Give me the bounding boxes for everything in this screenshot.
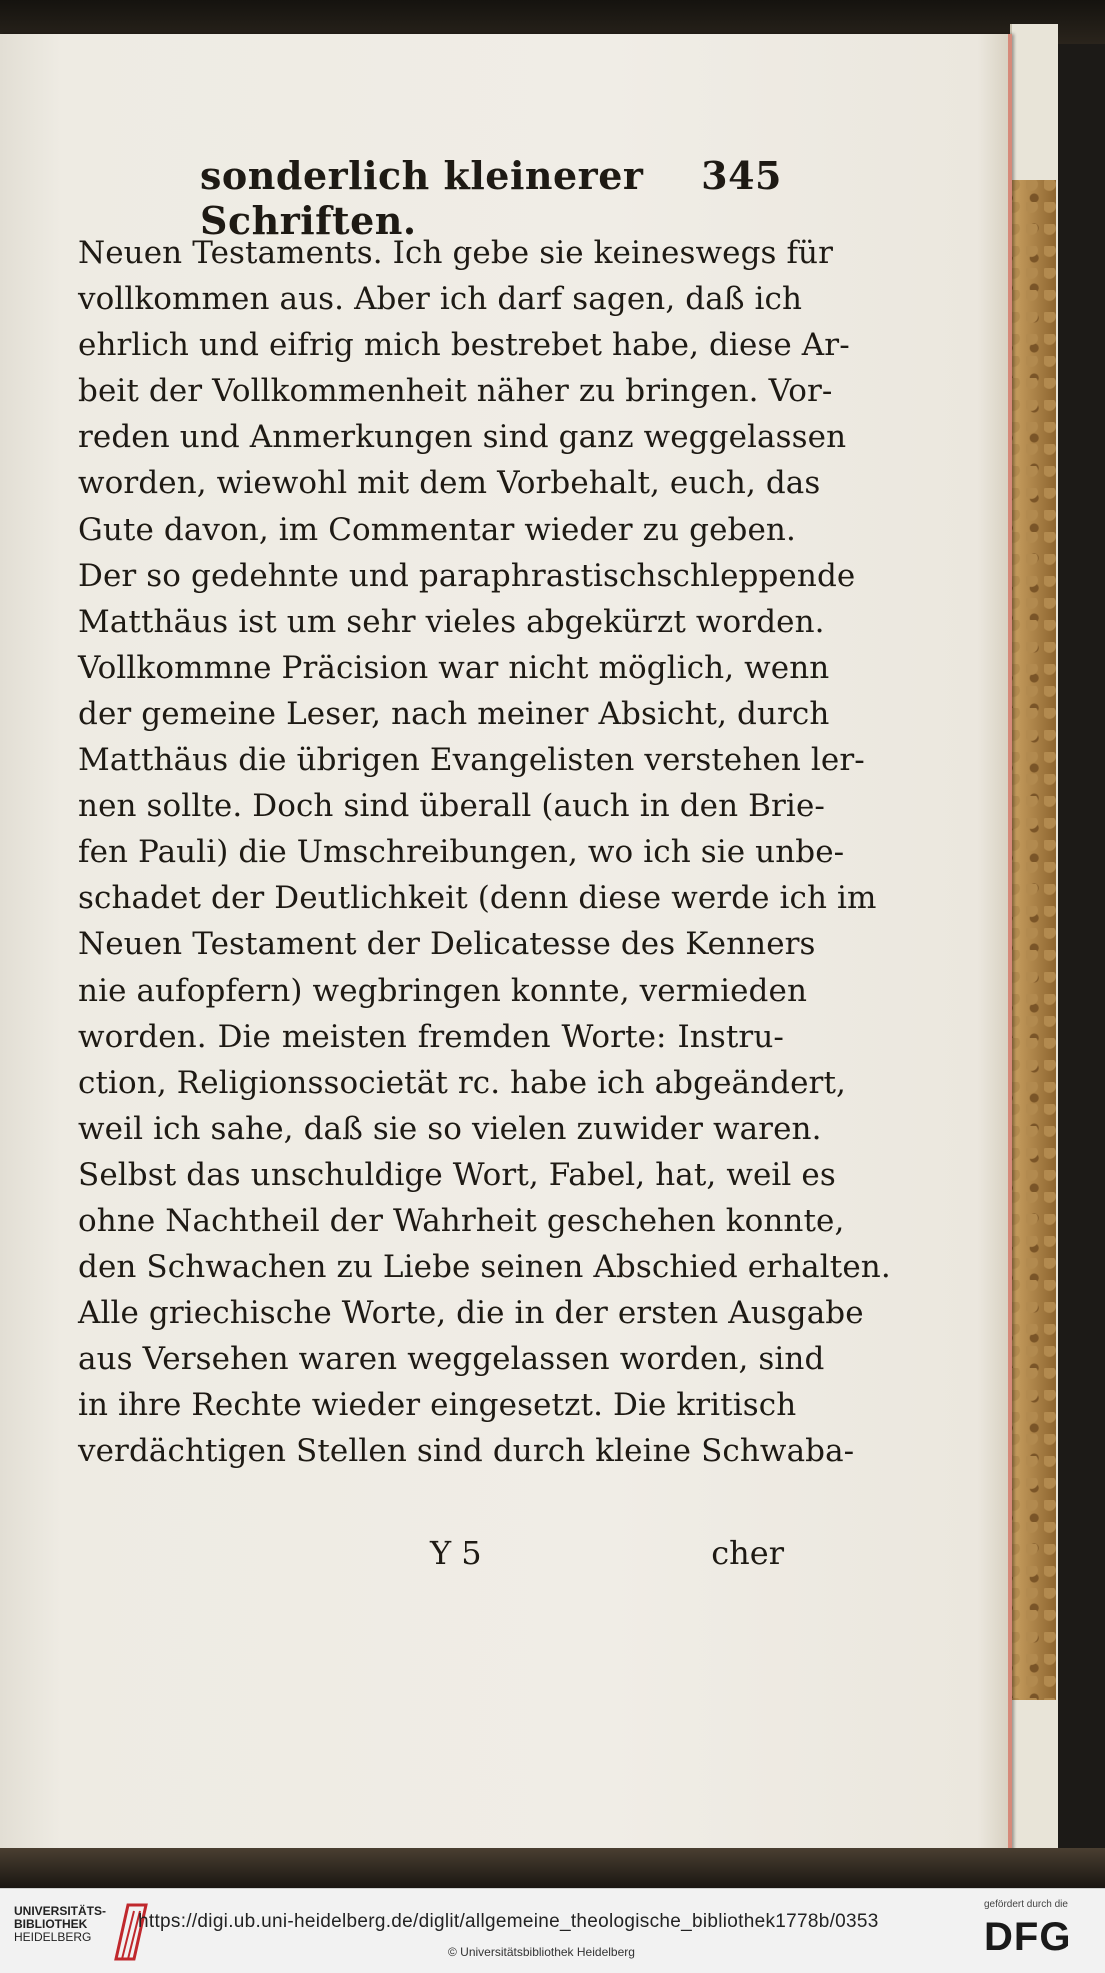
viewer-footer-bar [0,1888,1105,1973]
text-line: vollkommen aus. Aber ich darf sagen, daß ich [78,281,803,318]
signature-mark: Y 5 [430,1534,482,1572]
text-line: worden. Die meisten fremden Worte: Instru- [78,1018,784,1055]
page-body-text [78,230,891,1475]
library-city-line: HEIDELBERG [14,1930,92,1944]
text-line: Vollkommne Präcision war nicht möglich, wenn [78,649,830,686]
text-line: ehrlich und eifrig mich bestrebet habe, diese Ar- [78,327,850,364]
text-line: beit der Vollkommenheit näher zu bringen. Vor- [78,373,833,410]
text-line: verdächtigen Stellen sind durch kleine Schwaba- [78,1433,855,1470]
text-line: in ihre Rechte wieder eingesetzt. Die kritisch [78,1387,797,1424]
text-line: Matthäus ist um sehr vieles abgekürzt worden. [78,603,825,640]
text-line: weil ich sahe, daß sie so vielen zuwider waren. [78,1110,822,1147]
text-line: ohne Nachtheil der Wahrheit geschehen konnte, [78,1202,845,1239]
running-header [200,153,782,243]
text-line: nie aufopfern) wegbringen konnte, vermieden [78,972,808,1009]
copyright-notice: © Universitätsbibliothek Heidelberg [448,1945,635,1959]
text-line: reden und Anmerkungen sind ganz weggelassen [78,419,847,456]
text-line: Neuen Testament der Delicatesse des Kenners [78,926,816,963]
library-name-line: UNIVERSITÄTS- [14,1904,107,1918]
catchword: cher [711,1534,784,1572]
text-line: Neuen Testaments. Ich gebe sie keineswegs für [78,235,834,271]
text-line: schadet der Deutlichkeit (denn diese werde ich im [78,880,877,917]
text-line: fen Pauli) die Umschreibungen, wo ich sie unbe- [78,834,845,871]
text-line: ction, Religionssocietät rc. habe ich abgeändert, [78,1064,846,1101]
scan-bottom-edge [0,1848,1105,1888]
text-line: den Schwachen zu Liebe seinen Abschied erhalten. [78,1249,891,1286]
page-footer-line [420,1534,784,1584]
library-logo-text[interactable] [14,1905,106,1944]
text-line: worden, wiewohl mit dem Vorbehalt, euch, das [78,465,821,502]
text-line: aus Versehen waren weggelassen worden, sind [78,1341,825,1378]
text-line: der gemeine Leser, nach meiner Absicht, durch [78,695,830,732]
text-line: Der so gedehnte und paraphrastischschleppende [78,557,856,594]
permalink-url[interactable]: https://digi.ub.uni-heidelberg.de/diglit/allgemeine_theologische_bibliothek1778b/0353 [138,1911,879,1932]
text-line: Selbst das unschuldige Wort, Fabel, hat, weil es [78,1156,836,1193]
library-name-line: BIBLIOTHEK [14,1917,88,1931]
running-head-title: sonderlich kleinerer Schriften. [200,153,644,243]
text-line: Alle griechische Worte, die in der ersten Ausgabe [78,1295,864,1332]
page-number: 345 [701,153,782,198]
dfg-logo[interactable]: DFG [984,1915,1072,1959]
text-line: nen sollte. Doch sind überall (auch in den Brie- [78,788,825,825]
text-line: Gute davon, im Commentar wieder zu geben. [78,511,796,548]
funding-note: gefördert durch die [984,1899,1068,1910]
text-line: Matthäus die übrigen Evangelisten verstehen ler- [78,742,865,779]
